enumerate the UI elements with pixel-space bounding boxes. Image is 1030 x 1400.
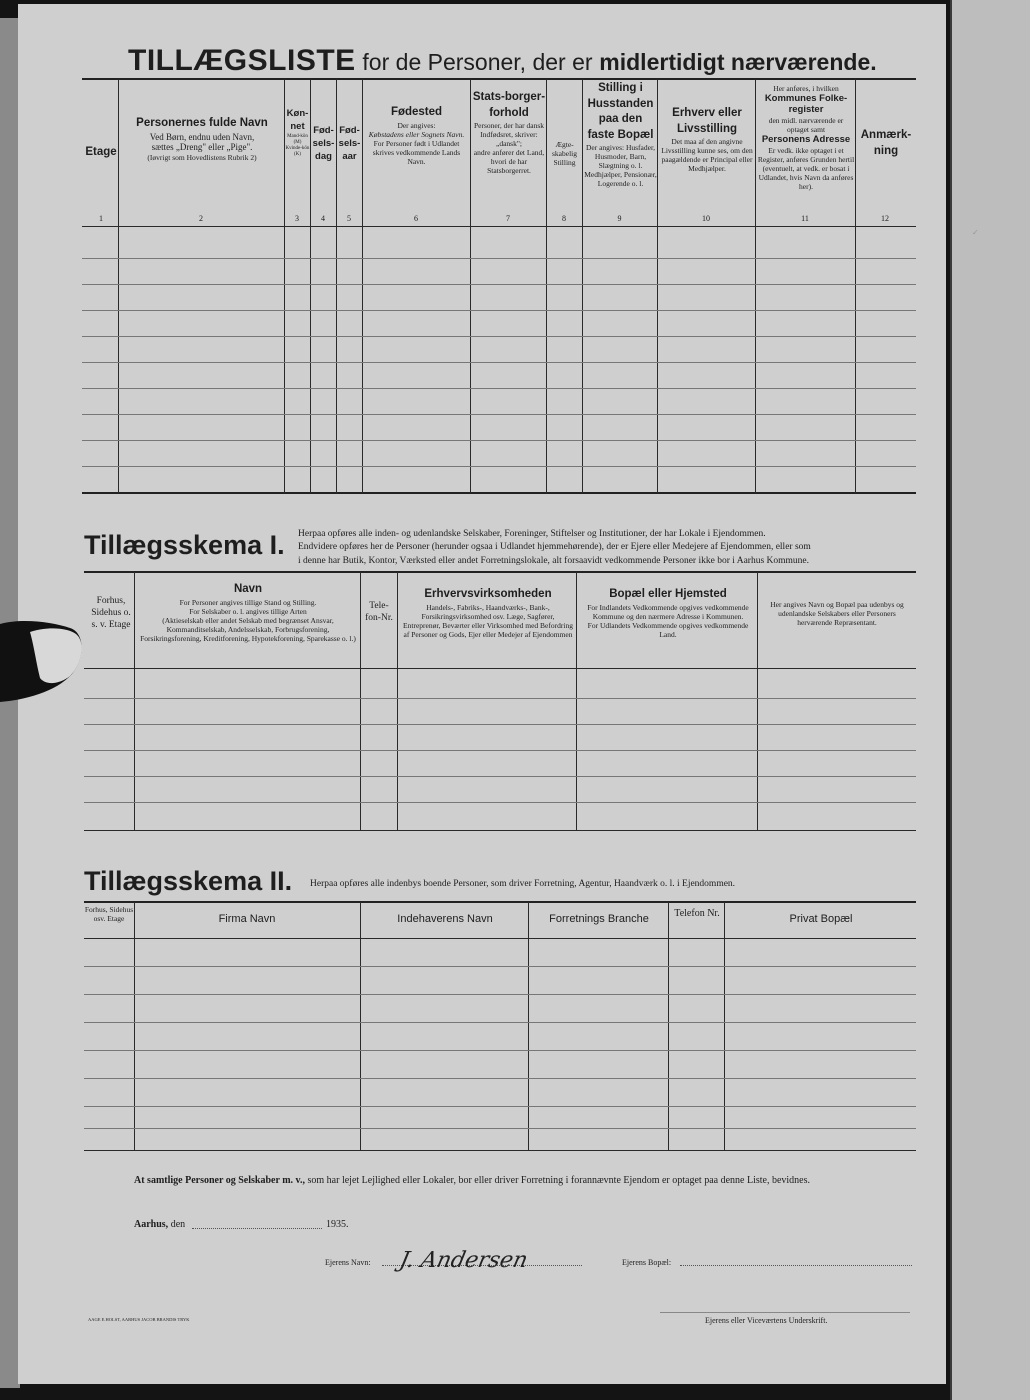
col-gender-header: Køn-net Mand-kön (M) Kvinde-kön (K) <box>285 108 310 157</box>
signature-label: Ejerens eller Viceværtens Underskrift. <box>705 1316 828 1325</box>
owner-signature: J. Andersen <box>397 1248 530 1273</box>
col-number: 2 <box>199 214 203 223</box>
owner-address-label: Ejerens Bopæl: <box>622 1258 672 1267</box>
owner-name-label: Ejerens Navn: <box>325 1258 371 1267</box>
skema1-title: Tillægsskema I. <box>84 530 285 560</box>
binder-clip-icon <box>0 612 96 704</box>
skema1-col-representative-header: Her angives Navn og Bopæl paa udenbys og udenlandske Selskabers eller Personers herværende Repræsentant. <box>770 600 904 627</box>
skema1-col-business-header: Erhvervsvirksomheden Handels-, Fabriks-, Haandværks-, Bank-, Forsikringsvirksomhed osv. Læge, Sagfører, Entreprenør, Beværter eller Virksomhed med Befordring af Personer og Gods, Ejer eller Medejer af Ejendommen <box>403 588 573 639</box>
skema1-col-residence-header: Bopæl eller Hjemsted For Indlandets Vedkommende opgives vedkommende Kommune og den nærmere Adresse i Kommunen. For Udlandets Vedkommende opgives vedkommende Land. <box>587 588 749 639</box>
col-number: 5 <box>347 214 351 223</box>
margin-pencil-mark: ✓ <box>972 228 979 237</box>
col-number: 3 <box>295 214 299 223</box>
col-household-header: Stilling i Husstanden paa den faste Bopæl Der angives: Husfader, Husmoder, Barn, Slægtning o. l. Medhjælper, Pensionær, Logerende o. l. <box>584 82 657 189</box>
skema2-col-etage-header: Forhus, Sidehus osv. Etage <box>84 905 134 923</box>
col-occupation-header: Erhverv eller Livsstilling Det maa af den angivne Livsstilling kunne ses, om den paagældende er Principal eller Medhjælper. <box>661 107 753 174</box>
footer-year: 1935. <box>326 1219 349 1230</box>
col-address-header: Her anføres, i hvilken Kommunes Folke-register den midl. nærværende er optaget samt Personens Adresse Er vedk. ikke optaget i et Register, anføres Grunden hertil (eventuelt, at vedk. er bosat i Udlandet, hvis Navn da anføres her). <box>757 84 855 192</box>
col-number: 1 <box>99 214 103 223</box>
col-number: 12 <box>881 214 889 223</box>
col-number: 11 <box>801 214 809 223</box>
col-marital-header: Ægte-skabelig Stilling <box>552 140 577 167</box>
skema2-col-phone-header: Telefon Nr. <box>674 908 720 919</box>
skema2-title: Tillægsskema II. <box>84 866 293 896</box>
skema2-col-private-header: Privat Bopæl <box>789 913 853 925</box>
col-birthplace-header: Fødested Der angives: Købstadens eller Sognets Navn. For Personer født i Udlandet skrives vedkommende Lands Navn. <box>368 106 465 166</box>
col-number: 6 <box>414 214 418 223</box>
col-number: 10 <box>702 214 710 223</box>
col-remark-header: Anmærk-ning <box>860 129 912 157</box>
skema2-col-owner-header: Indehaverens Navn <box>397 913 493 925</box>
col-number: 7 <box>506 214 510 223</box>
col-number: 8 <box>562 214 566 223</box>
skema2-col-branch-header: Forretnings Branche <box>549 913 649 925</box>
col-name-header: Personernes fulde Navn Ved Børn, endnu uden Navn, sættes „Dreng" eller „Pige". (Iøvrigt som Hovedlistens Rubrik 2) <box>136 117 268 163</box>
col-birthyear-header: Fød-sels-aar <box>338 125 361 162</box>
page-title: TILLÆGSLISTE for de Personer, der er midlertidigt nærværende. <box>128 44 877 77</box>
col-birthday-header: Fød-sels-dag <box>312 125 335 162</box>
footer-statement: At samtlige Personer og Selskaber m. v., som har lejet Lejlighed eller Lokaler, bor eller driver Forretning i forannævnte Ejendom er optaget paa denne Liste, bevidnes. <box>134 1175 810 1186</box>
col-number: 4 <box>321 214 325 223</box>
printer-imprint: AAGE E.HOLST, AARHUS JACOB BRANDIS TRYK <box>88 1317 190 1322</box>
next-page-edge <box>950 0 1030 1400</box>
col-etage-header: Etage <box>85 146 117 158</box>
skema1-description: Herpaa opføres alle inden- og udenlandske Selskaber, Foreninger, Stiftelser og Institutioner, der har Lokale i Ejendommen. Endvidere opføres her de Personer (herunder ogsaa i Udlandet hjemmehørende), der er Ejere eller Medejere af Ejendommen, eller som i denne har Butik, Kontor, Værksted eller andet Forretningslokale, alt forsaavidt vedkommende Personer ikke bor i Aarhus Kommune. <box>298 529 811 566</box>
col-number: 9 <box>617 214 622 223</box>
skema1-col-name-header: Navn For Personer angives tillige Stand og Stilling. For Selskaber o. l. angives tillige Arten (Aktieselskab eller andet Selskab med begrænset Ansvar, Kommanditselskab, Andelsselskab, Forbrugsforening, Forsikringsforening, Kreditforening, Hypotekforening, Sparekasse o. l.) <box>140 583 356 643</box>
skema1-col-phone-header: Tele-fon-Nr. <box>365 601 393 624</box>
skema2-col-firm-header: Firma Navn <box>218 913 276 925</box>
skema2-description: Herpaa opføres alle indenbys boende Personer, som driver Forretning, Agentur, Haandværk o. l. i Ejendommen. <box>310 879 736 889</box>
col-citizenship-header: Stats-borger-forhold Personer, der har dansk Indfødsret, skriver: „dansk"; andre anfører det Land, hvori de har Statsborgerret. <box>472 91 546 176</box>
skema1-col-etage-header: Forhus, Sidehus o. s. v. Etage <box>91 596 131 630</box>
footer-place: Aarhus, den <box>134 1219 186 1230</box>
